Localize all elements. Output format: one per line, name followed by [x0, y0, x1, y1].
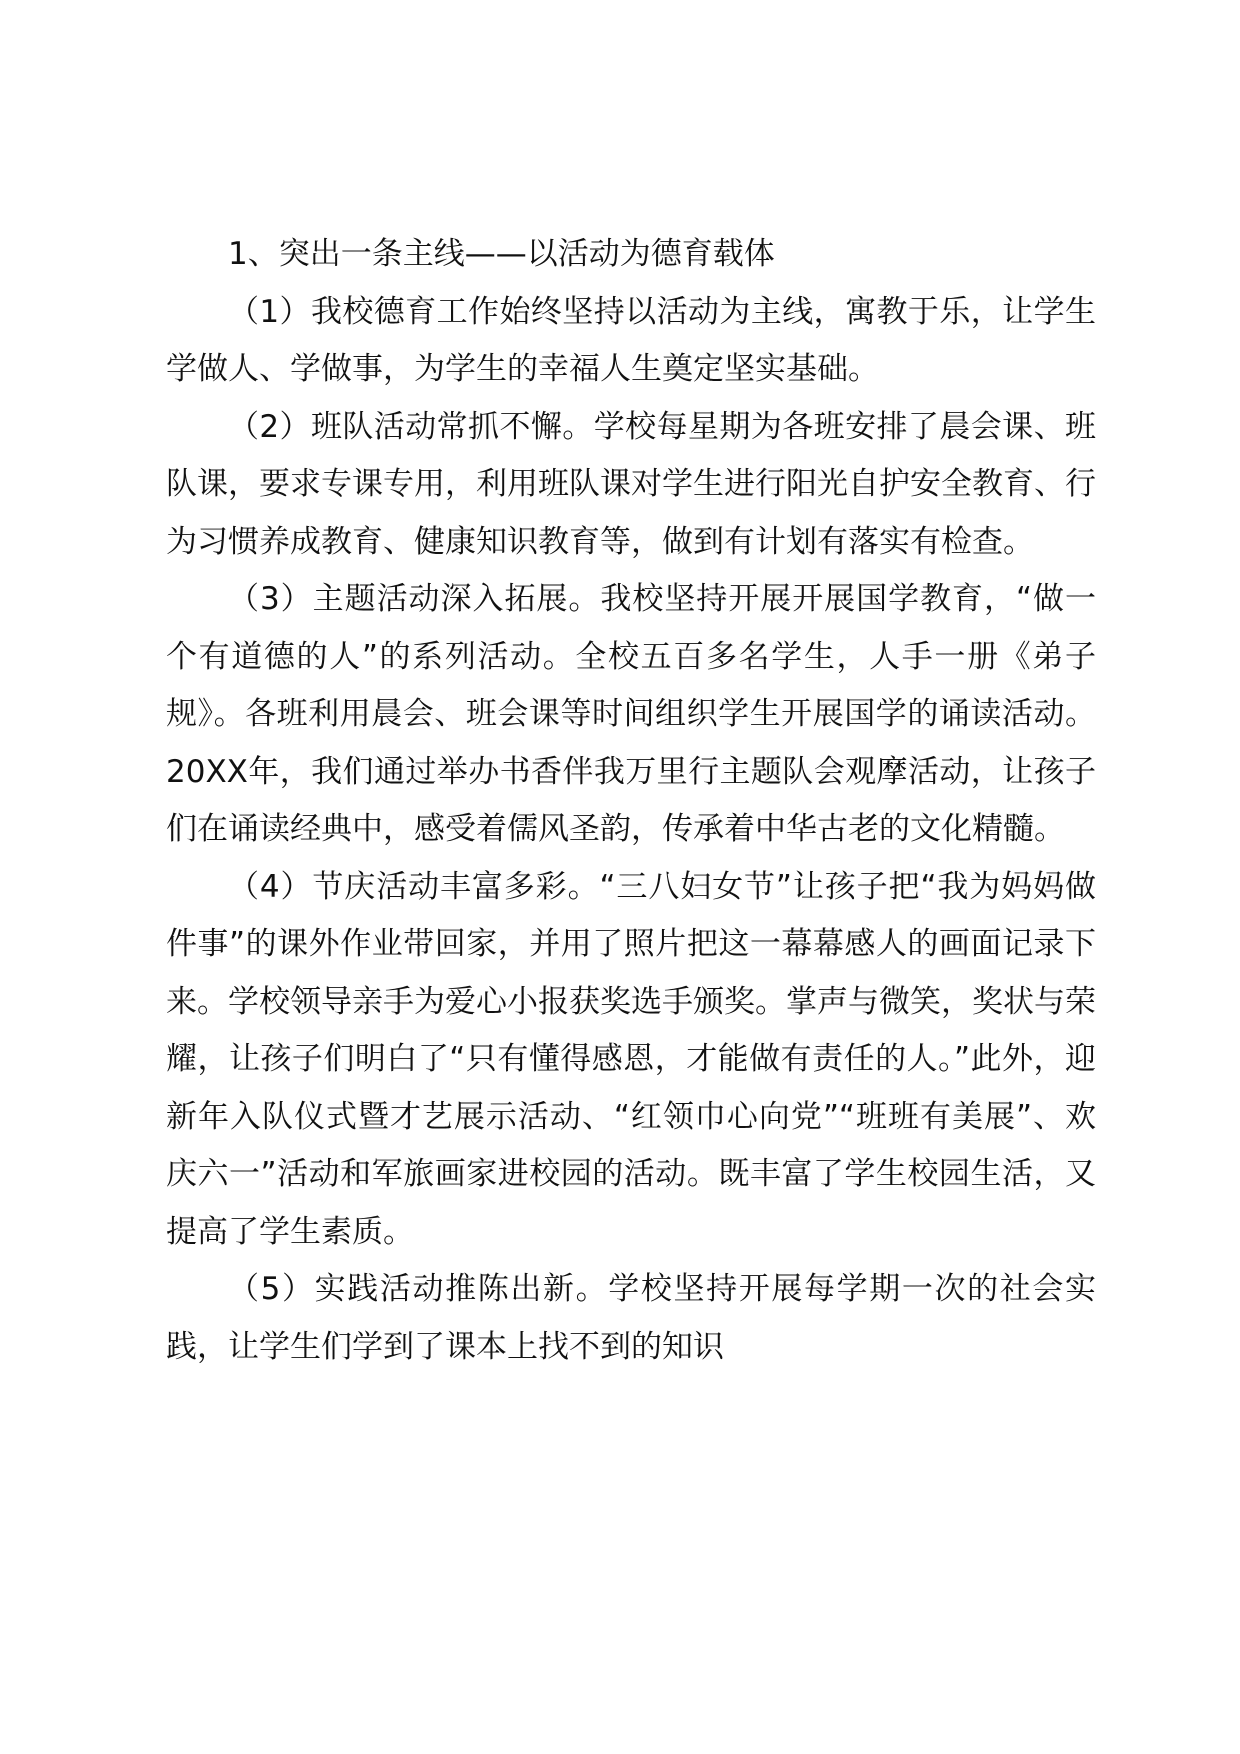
paragraph-2: （2）班队活动常抓不懈。学校每星期为各班安排了晨会课、班队课，要求专课专用，利用班队课对学生进行阳光自护安全教育、行为习惯养成教育、健康知识教育等，做到有计划有落实有检查。: [166, 408, 1096, 560]
document-body: [166, 226, 1096, 1376]
paragraph-4: （4）节庆活动丰富多彩。“三八妇女节”让孩子把“我为妈妈做件事”的课外作业带回家，并用了照片把这一幕幕感人的画面记录下来。学校领导亲手为爱心小报获奖选手颁奖。掌声与微笑，奖状与荣耀，让孩子们明白了“只有懂得感恩，才能做有责任的人。”此外，迎新年入队仪式暨才艺展示活动、“红领巾心向党”“班班有美展”、欢庆六一”活动和军旅画家进校园的活动。既丰富了学生校园生活，又提高了学生素质。: [166, 868, 1096, 1250]
section-heading: 1、突出一条主线——以活动为德育载体: [228, 236, 775, 272]
paragraph-5: （5）实践活动推陈出新。学校坚持开展每学期一次的社会实践，让学生们学到了课本上找不到的知识: [166, 1271, 1096, 1365]
paragraph-3: （3）主题活动深入拓展。我校坚持开展开展国学教育，“做一个有道德的人”的系列活动。全校五百多名学生，人手一册《弟子规》。各班利用晨会、班会课等时间组织学生开展国学的诵读活动。20XX年，我们通过举办书香伴我万里行主题队会观摩活动，让孩子们在诵读经典中，感受着儒风圣韵，传承着中华古老的文化精髓。: [166, 581, 1096, 847]
paragraph-1: （1）我校德育工作始终坚持以活动为主线，寓教于乐，让学生学做人、学做事，为学生的幸福人生奠定坚实基础。: [166, 293, 1096, 387]
